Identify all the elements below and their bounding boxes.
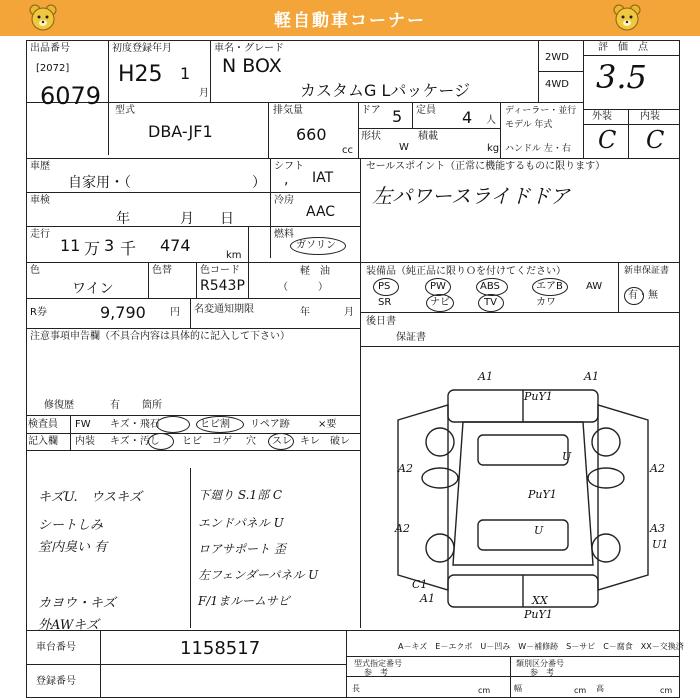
mark-a2-left-low: A2	[395, 522, 410, 535]
mileage-man: 11	[60, 236, 81, 255]
recycle-value: 9,790	[100, 303, 146, 322]
mark-u1-right: U1	[652, 538, 669, 551]
mark-a1-top-left: A1	[478, 370, 493, 383]
registration-label: 登録番号	[36, 676, 76, 687]
equip-ps: PS	[378, 281, 391, 292]
inspection-day-unit: 日	[220, 211, 234, 227]
bear-mascot-icon	[612, 3, 642, 33]
repair-history-value: 有	[110, 400, 120, 411]
registration-year: H25	[118, 62, 163, 87]
sales-point-note: 左パワースライドドア	[372, 184, 570, 208]
fw-repair: リペア跡	[250, 419, 290, 430]
registration-month: 1	[180, 64, 191, 83]
first-registration-label: 初度登録年月	[112, 43, 172, 54]
cooling-value: AAC	[306, 204, 336, 220]
seats-value: 4	[462, 108, 473, 127]
length-unit: cm	[478, 686, 491, 695]
mark-a2-right: A2	[650, 462, 665, 475]
after-doc-label: 後日書	[366, 316, 396, 327]
mark-puy1-bottom: PuY1	[524, 608, 553, 621]
shift-label: シフト	[274, 161, 304, 172]
length-label: 長	[352, 684, 360, 693]
entry-label: 記入欄	[28, 436, 58, 447]
int-wear: スレ	[272, 436, 292, 447]
int-hole: 穴	[246, 436, 256, 447]
lot-sub-number: [2072]	[36, 63, 70, 74]
mark-c1-left: C1	[412, 578, 428, 591]
mark-a2-left: A2	[398, 462, 413, 475]
history-close: ）	[252, 175, 266, 191]
after-doc-value: 保証書	[396, 332, 426, 343]
lot-number-label: 出品番号	[30, 43, 70, 54]
car-grade: カスタムG Lパッケージ	[300, 81, 471, 100]
sales-point-label: セールスポイント（正常に機能するものに限ります）	[366, 161, 606, 172]
name-change-year: 年	[300, 307, 310, 318]
fuel-circle-mark	[290, 237, 346, 255]
mark-a1-top-right: A1	[584, 370, 599, 383]
note-right-3: ロアサポート 歪	[198, 542, 286, 556]
handle-label: ハンドル 左・右	[505, 144, 571, 154]
declaration-label: 注意事項申告欄（不具合内容は具体的に記入して下さい）	[30, 331, 290, 342]
interior-row-label: 内装	[75, 436, 95, 447]
category-no-label: 類別区分番号	[516, 659, 564, 668]
damage-legend: A－キズ E－エクボ U－凹み W－補修跡 S－サビ C－腐食 XX－交換済	[398, 642, 684, 651]
inspector-label: 検査員	[28, 419, 58, 430]
warranty-value: 有・無	[628, 290, 658, 301]
exterior-grade: C	[598, 126, 617, 154]
equip-abs: ABS	[480, 281, 500, 292]
history-value: 自家用・（	[68, 175, 131, 191]
note-left-2: シートしみ	[38, 518, 104, 533]
fw-scratch: キズ・飛石	[110, 419, 160, 430]
color-value: ワイン	[72, 281, 114, 297]
mark-puy1-top: PuY1	[524, 390, 553, 403]
height-unit: cm	[660, 686, 673, 695]
note-right-1: 下廻り S.1部 C	[198, 488, 283, 502]
repair-history-label: 修復歴	[44, 400, 74, 411]
mileage-sen-unit: 千	[120, 239, 137, 258]
doors-value: 5	[392, 107, 403, 126]
shape-unit: W	[399, 142, 409, 153]
fw-need: ×要	[318, 419, 337, 430]
drive-2wd: 2WD	[545, 52, 569, 63]
interior-grade: C	[646, 126, 665, 154]
new-warranty-label: 新車保証書	[624, 266, 670, 276]
note-left-3: 室内臭い 有	[38, 540, 108, 555]
mark-u-center: U	[562, 450, 572, 463]
repair-history-close: 箇所	[142, 400, 162, 411]
shape-label: 形状	[361, 131, 381, 142]
displacement-label: 排気量	[273, 105, 303, 116]
lot-number: 6079	[40, 82, 102, 110]
recycle-unit: 円	[170, 307, 180, 318]
model-type-value: DBA-JF1	[148, 122, 213, 141]
equip-navi: ナビ	[430, 297, 450, 308]
ref-label-1: 参 考	[364, 668, 388, 677]
drive-4wd: 4WD	[545, 79, 569, 90]
chassis-label: 車台番号	[36, 642, 76, 653]
month-unit: 月	[199, 88, 209, 99]
height-label: 高	[596, 684, 604, 693]
seats-label: 定員	[416, 105, 436, 116]
equip-leather: カワ	[536, 297, 556, 308]
exterior-label: 外装	[592, 111, 612, 122]
model-year-label: モデル 年式	[505, 120, 553, 130]
dealer-label: ディーラー・並行	[505, 106, 577, 116]
interior-label: 内装	[640, 111, 660, 122]
int-cut: キレ	[300, 436, 320, 447]
int-crack: ヒビ	[182, 436, 202, 447]
fw-crack: ヒビ割	[200, 419, 230, 430]
color-code-value: R543P	[200, 278, 245, 294]
note-right-4: 左フェンダーパネル U	[198, 568, 319, 582]
width-label: 幅	[514, 684, 522, 693]
note-right-5: F/1まルームサビ	[198, 594, 290, 608]
name-change-month: 月	[344, 307, 354, 318]
equipment-label: 装備品（純正品に限りＯを付けてください）	[366, 266, 566, 277]
score-value: 3.5	[596, 58, 647, 96]
doors-label: ドア	[361, 105, 381, 116]
equip-sr: SR	[378, 297, 392, 308]
page-title: 軽自動車コーナー	[274, 11, 426, 31]
color-label: 色	[30, 265, 40, 276]
equip-aw: AW	[586, 281, 603, 292]
bear-mascot-icon	[28, 3, 58, 33]
mark-u-lower: U	[534, 524, 544, 537]
mileage-rest: 474	[160, 236, 191, 255]
mark-a3-right: A3	[650, 522, 665, 535]
equip-airbag: エアB	[536, 281, 563, 292]
mark-xx-bottom: XX	[532, 594, 548, 607]
note-left-4: カヨウ・キズ	[38, 596, 116, 611]
fuel-gasoline: ガソリン	[296, 240, 336, 251]
note-right-2: エンドパネル U	[198, 516, 284, 530]
color-change-label: 色替	[152, 265, 172, 276]
note-left-5: 外AWキズ	[38, 618, 99, 633]
mileage-man-unit: 万	[84, 239, 101, 258]
model-grade-label: 車名・グレード	[214, 43, 284, 54]
mark-a1-bottom: A1	[420, 592, 435, 605]
recycle-label: R券	[30, 307, 47, 318]
fuel-diesel: 軽 油	[300, 266, 330, 277]
fw-label: FW	[75, 419, 91, 430]
name-change-label: 名変通知期限	[194, 304, 254, 315]
displacement-value: 660	[296, 125, 327, 144]
color-code-label: 色コード	[200, 265, 240, 276]
shift-value: IAT	[312, 170, 334, 186]
ref-label-2: 参 考	[530, 668, 554, 677]
load-unit: kg	[487, 143, 500, 154]
type-no-label: 型式指定番号	[354, 659, 402, 668]
model-type-label: 型式	[115, 105, 135, 116]
fuel-label: 燃料	[274, 229, 294, 240]
fuel-paren: （ ）	[278, 282, 328, 293]
inspection-month-unit: 月	[180, 211, 194, 227]
width-unit: cm	[574, 686, 587, 695]
chassis-number: 1158517	[180, 638, 261, 659]
load-label: 積載	[418, 131, 438, 142]
equip-pw: PW	[430, 281, 446, 292]
seats-unit: 人	[486, 115, 496, 126]
equip-tv: TV	[484, 297, 497, 308]
inspection-label: 車検	[30, 195, 50, 206]
score-label: 評 価 点	[598, 42, 648, 53]
int-tear: 破レ	[330, 436, 350, 447]
car-name: N BOX	[222, 55, 282, 77]
cooling-label: 冷房	[274, 195, 294, 206]
note-left-1: キズU. ウスキズ	[38, 490, 142, 505]
mileage-label: 走行	[30, 229, 50, 240]
mileage-sen: 3	[104, 236, 115, 255]
int-burn: コゲ	[212, 436, 232, 447]
mark-puy1-center: PuY1	[528, 488, 557, 501]
history-label: 車歴	[30, 161, 50, 172]
displacement-unit: cc	[342, 145, 353, 156]
mileage-unit: km	[226, 250, 242, 261]
int-scratch: キズ・汚し	[110, 436, 160, 447]
inspection-year-unit: 年	[116, 211, 130, 227]
